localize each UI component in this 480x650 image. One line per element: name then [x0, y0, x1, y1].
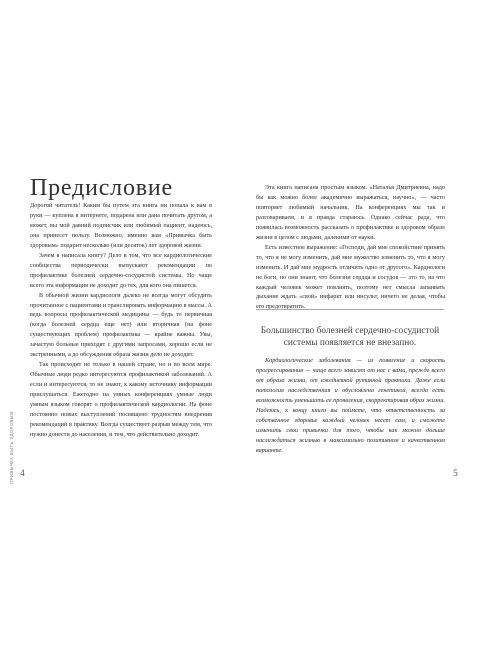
italic-paragraph: Кардиологические заболевания — из появление и скорость прогрессирования — чаще всего зависят от нас с вами, прежде всего от образа жизни, от ежедневной рутинной практики. Даже если патология наследственная и обусловлена генетикой, всегда есть возможность уменьшить ее проявления, скорректировав образ жизни. Надеюсь, к концу книги вы поймете, что ответственность за собственное здоровье каждый человек несет сам, и сможете изменить свои привычки для того, чтобы как можно дольше наслаждаться жизнью в максимально позитивном и качественном варианте.: [256, 357, 445, 454]
right-body-text: [256, 183, 445, 312]
left-paragraph-2: Зачем я написала книгу? Дело в том, что все кардиологические сообщества периодически выпускают рекомендации по профилактике болезней сердечно-сосудистой системы. Но чаще всего эта информация не доходит до тех, для кого она пишется.: [30, 251, 212, 289]
right-page-number: 5: [453, 469, 458, 479]
left-paragraph-1: Дорогой читатель! Каким бы путем эта книга ни попала к вам в руки — куплена в интернете, подарена или дана почитать другом, а может, вы мой давний подписчик или любимый пациент, надеюсь, она принесет пользу. Возможно, именно вам «Привычка быть здоровым» подарит несколько (или десяток) лет здоровой жизни.: [30, 202, 212, 249]
left-paragraph-4: Так происходит не только в нашей стране, но и во всем мире. Обычные люди редко интересуются профилактикой заболеваний. А если и интересуются, то не знают, к какому источнику информации прислушаться. Ежегодно на умных конференциях умные люди умным языком говорят о профилактической кардиологии. На фоне постоянно новых выступлений посвящено трудностям внедрения рекомендаций в практику. Всегда существует разрыв между тем, что нужно донести до населения, и тем, что действительно доходит.: [30, 361, 212, 438]
pull-quote: Большинство болезней сердечно-сосудистой системы появляется не внезапно.: [256, 309, 444, 349]
page-title: Предисловие: [30, 175, 173, 201]
right-paragraph-1: Эта книга написана простым языком. «Наталья Дмитриевна, надо бы как можно более академично выражаться, научно», — часто повторяет любимый начальник. На конференциях мы так и разговариваем, и я правда стараюсь. Однако сейчас рада, что появилась возможность рассказать о профилактике и здоровом образе жизни в целом с людьми, далекими от науки.: [256, 184, 445, 241]
vertical-book-title: ПРИВЫЧКА БЫТЬ ЗДОРОВЫМ: [9, 411, 14, 484]
right-paragraph-2: Есть известное выражение: «Господи, дай мне спокойствие принять то, что я не могу изменить, дай мне мужество изменить то, что я могу изменить. И дай мне мудрость отличить одно от другого». Кардиологи не боги, но они знают, что болезни сердца и сосудов — это то, на что каждый человек может повлиять, поэтому нет смысла запаивать дыхание ждать «свой» инфаркт или инсульт, ничего не делая, чтобы его предотвратить.: [256, 243, 445, 311]
left-body-text: [30, 201, 212, 440]
right-page: [240, 0, 480, 650]
left-paragraph-3: В обычной жизни кардиологи далеко не всегда могут обсудить прочитанное с пациентами и транслировать информацию в массы. А ведь вопросы профилактической медицины — будь то первичная (когда болезней сердца еще нет) или вторичная (на фоне существующих проблем) профилактика — крайне важны. Увы, зачастую больные приходят с другими запросами, хорошо если не экстренными, а до обсуждения образа жизни дело не доходит.: [30, 291, 212, 359]
italic-body-text: [256, 356, 445, 456]
left-page-number: 4: [20, 469, 25, 479]
